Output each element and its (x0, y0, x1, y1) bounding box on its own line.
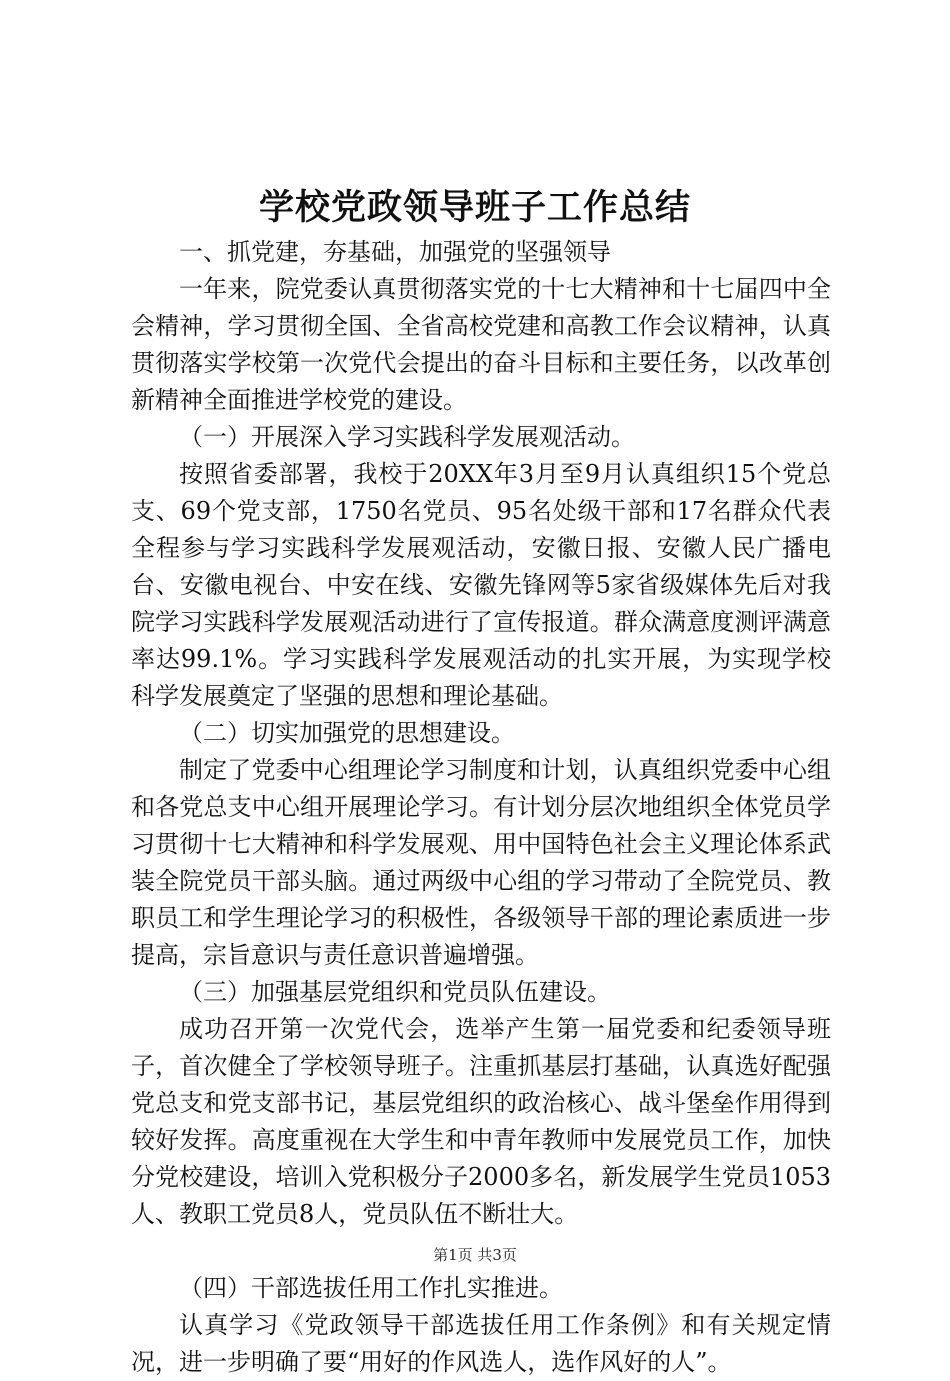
section-heading-party-building: 一、抓党建，夯基础，加强党的坚强领导 (179, 238, 611, 266)
document-title: 学校党政领导班子工作总结 (258, 187, 691, 228)
paragraph-ideological-building: 制定了党委中心组理论学习制度和计划，认真组织党委中心组和各党总支中心组开展理论学习。有计划分层次地组织全体党员学习贯彻十七大精神和科学发展观、用中国特色社会主义理论体系武装全院党员干部头脑。通过两级中心组的学习带动了全院党员、教职员工和学生理论学习的积极性，各级领导干部的理论素质进一步提高，宗旨意识与责任意识普遍增强。 (131, 756, 831, 969)
paragraph-study-activity: 按照省委部署，我校于20XX年3月至9月认真组织15个党总支、69个党支部，1750名党员、95名处级干部和17名群众代表全程参与学习实践科学发展观活动，安徽日报、安徽人民广播电台、安徽电视台、中安在线、安徽先锋网等5家省级媒体先后对我院学习实践科学发展观活动进行了宣传报道。群众满意度测评满意率达99.1%。学习实践科学发展观活动的扎实开展，为实现学校科学发展奠定了坚强的思想和理论基础。 (131, 460, 831, 710)
paragraph-grassroots-building: 成功召开第一次党代会，选举产生第一届党委和纪委领导班子，首次健全了学校领导班子。注重抓基层打基础，认真选好配强党总支和党支部书记，基层党组织的政治核心、战斗堡垒作用得到较好发挥。高度重视在大学生和中青年教师中发展党员工作，加快分党校建设，培训入党积极分子2000多名，新发展学生党员1053人、教职工党员8人，党员队伍不断壮大。 (131, 1015, 831, 1228)
paragraph-cadre-selection: 认真学习《党政领导干部选拔任用工作条例》和有关规定情况，进一步明确了要“用好的作风选人，选作风好的人”。 (131, 1311, 831, 1376)
paragraph-overview: 一年来，院党委认真贯彻落实党的十七大精神和十七届四中全会精神，学习贯彻全国、全省高校党建和高教工作会议精神，认真贯彻落实学校第一次党代会提出的奋斗目标和主要任务，以改革创新精神全面推进学校党的建设。 (131, 275, 831, 414)
document-body (131, 234, 831, 1381)
subsection-heading-2: （二）切实加强党的思想建设。 (179, 719, 515, 747)
subsection-heading-4: （四）干部选拔任用工作扎实推进。 (179, 1274, 563, 1302)
page-number-footer: 第1页 共3页 (433, 1246, 517, 1264)
subsection-heading-1: （一）开展深入学习实践科学发展观活动。 (179, 423, 635, 451)
subsection-heading-3: （三）加强基层党组织和党员队伍建设。 (179, 978, 611, 1006)
